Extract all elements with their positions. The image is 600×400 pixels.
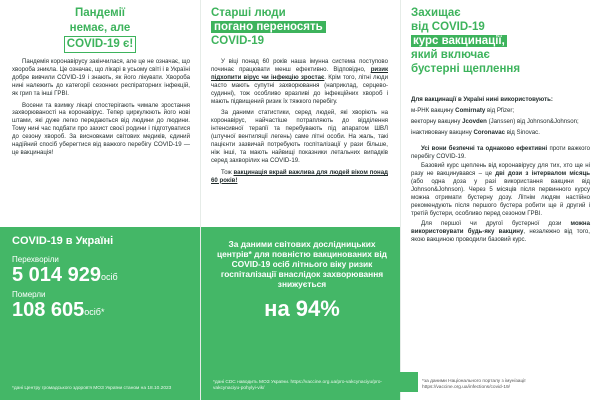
title-line: COVID-19: [211, 35, 265, 47]
title-highlight: погано переносять: [211, 21, 326, 33]
risk-percentage: на 94%: [264, 296, 340, 321]
stat-value-died: 108 $605^{осіб*}$: [12, 299, 105, 321]
title-line: Старші люди: [211, 7, 286, 19]
title-highlight: курс вакцинації,: [413, 35, 505, 47]
paragraph: Пандемія коронавірусу закінчилася, але це не означає, що хвороба зникла. Це означає, що лікарі в усьому світі і в Україні добре вивчили COVID-19 і знають, як його лікувати. Хвороба нині належить до категорії сезонних респіраторних інфекцій, як грип та інші ГРВІ.: [12, 58, 190, 97]
paragraph: Восени та взимку лікарі спостерігають чимале зростання захворюваності на коронавірус. Тепер циркулюють його нові штами, які дуже легко передаються від людини до людини. Тому нині час подбати про захист своєї родини і підготуватися до сезону хвороб. За висновками світових медиків, єдиний надійний спосіб уберегтися від важкого перебігу COVID-19 — це вакцинація!: [12, 101, 190, 156]
footnote: *дані Центру громадського здоров'я МОЗ України станом на 18.10.2023: [12, 386, 172, 391]
column-2-title: [211, 6, 394, 48]
green-accent-block: [400, 372, 418, 392]
vaccine-item: інактивовану вакцину Coronavac від Sinovac.: [411, 128, 540, 136]
title-line: який включає: [411, 49, 490, 61]
title-line: бустерні щеплення: [411, 63, 521, 75]
vaccine-item: векторну вакцину Jcovden (Janssen) від Johnson&Johnson;: [411, 117, 579, 125]
paragraph: Базовий курс щеплень від коронавірусу для тих, хто ще ні разу не вакцинувався – це дві дози з інтервалом місяць (або одна доза у разі використання вакцини від Johnson&Johnson). Через 5 місяців після первинного курсу можна отримати бустерну дозу. Літнім людям настійно рекомендують після першого бустера робити ще й другий і третій бустери, особливо перед сезоном ГРВІ.: [411, 162, 590, 217]
paragraph: Для першої чи другої бустерної дози можна використовувати будь-яку вакцину, незалежно від того, якою вакциною проводили базовий курс.: [411, 219, 590, 243]
column-elderly: [200, 0, 400, 400]
stats-heading: COVID-19 в Україні: [12, 235, 114, 247]
column-1-text: [12, 58, 190, 161]
risk-text: За даними світових дослідницьких центрів* для повністю вакцинованих від COVID-19 осіб літнього віку ризик госпіталізації внаслідок захворювання знижується: [217, 239, 387, 289]
column-3-text: [411, 96, 590, 244]
title-line: Захищає: [411, 7, 461, 19]
paragraph: Усі вони безпечні та однаково ефективні проти важкого перебігу COVID-19.: [411, 144, 591, 160]
column-vaccination: [400, 0, 600, 400]
paragraph: Тож вакцинація вкрай важлива для людей віком понад 60 років!: [211, 168, 388, 184]
paragraph: У віці понад 60 років наша імунна система поступово починає працювати менш ефективно. Відповідно, ризик підхопити вірус чи інфекцію зростає. Крім того, літні люди часто мають супутні захворювання (наприклад, серцево-судинні), тож особливо вразливі до інфекційних хвороб і мають підвищений ризик їх тяжкого перебігу.: [211, 58, 388, 105]
footnote: *дані CDC наводить МОЗ України. https://vaccine.org.ua/pro-vakcynaciyu/pro-vakcynaciyu-pohylyi-vik/: [213, 380, 382, 391]
footnote: *за даними Національного порталу з імунізації https://vaccine.org.ua/infections/covid-19/: [422, 379, 526, 390]
stat-label-ill: Перехворіли: [12, 255, 59, 264]
title-highlight: COVID-19 є!: [64, 36, 136, 53]
risk-panel: [201, 227, 400, 400]
vaccine-item: м-РНК вакцину Comirnaty від Pfizer;: [411, 106, 515, 114]
column-1-title: [0, 6, 200, 53]
stat-value-ill: 5 014 $929^{осіб}$: [12, 264, 118, 286]
title-line: немає, але: [69, 22, 131, 34]
vaccine-list-heading: Для вакцинації в Україні нині використовують:: [411, 96, 553, 103]
column-pandemic: [0, 0, 200, 400]
column-2-text: [211, 58, 388, 189]
title-line: від COVID-19: [411, 21, 485, 33]
paragraph: За даними статистики, серед людей, які хворіють на коронавірус, найчастіше потрапляють до відділення інтенсивної терапії та перебувають під апаратом ШВЛ (штучної вентиляції легень) саме літні особи. На жаль, такі пацієнти зазвичай потребують госпіталізації у рази більше, ніж інші, та мають найвищі показники летальних випадків серед захворілих на COVID-19.: [211, 109, 388, 164]
title-line: Пандемії: [74, 7, 126, 19]
stat-label-died: Померли: [12, 290, 46, 299]
stats-panel: [0, 227, 200, 400]
column-3-title: [411, 6, 594, 76]
